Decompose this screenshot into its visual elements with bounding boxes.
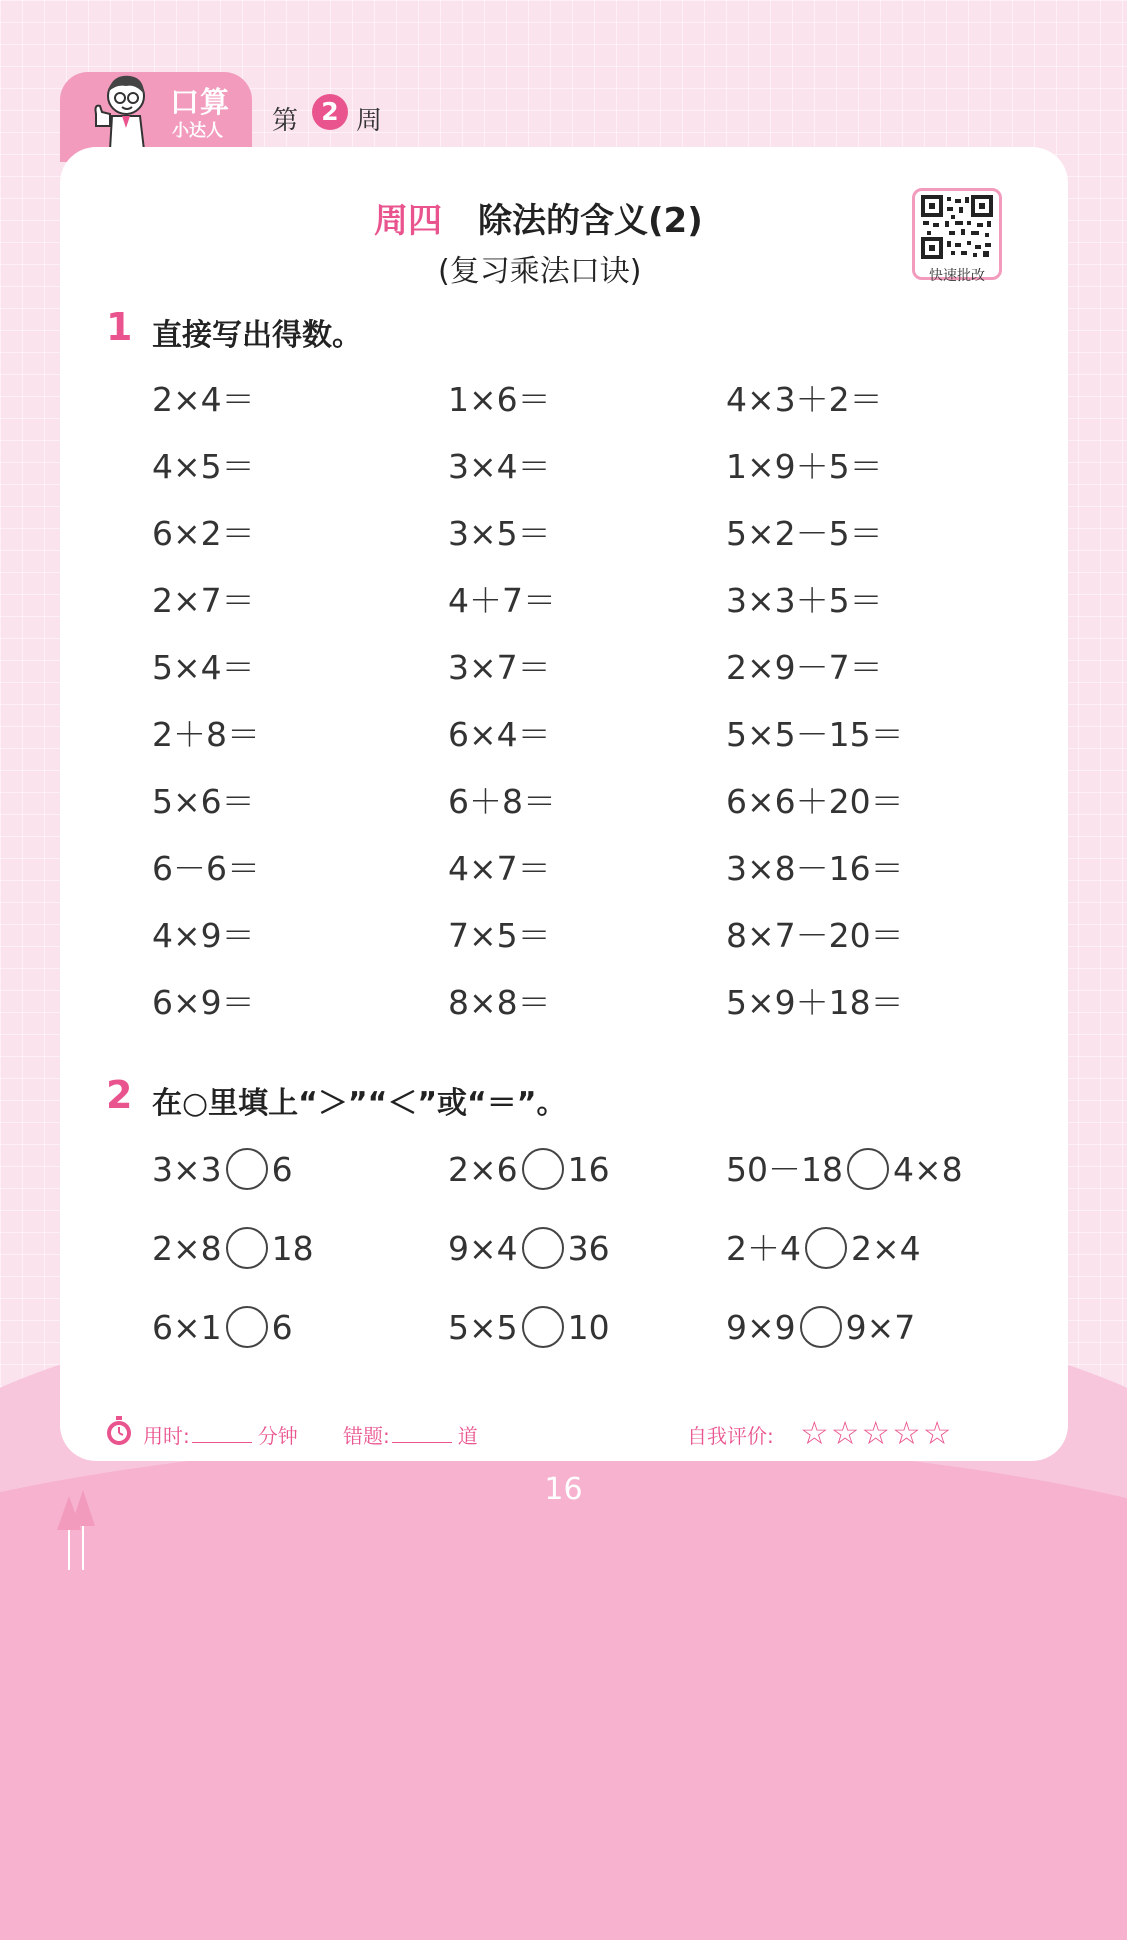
equation-item: 8×8＝	[448, 983, 551, 1022]
equation-item: 5×9＋18＝	[726, 983, 904, 1022]
page-title	[374, 193, 703, 242]
equation-item: 1×9＋5＝	[726, 447, 883, 486]
equation-item: 3×5＝	[448, 514, 551, 553]
section-1-instruction: 直接写出得数。	[152, 318, 362, 353]
equation-item: 6－6＝	[152, 849, 260, 888]
comparison-right: 18	[271, 1229, 314, 1268]
brand-title: 口算	[170, 85, 231, 119]
comparison-right: 6	[271, 1308, 293, 1347]
errors-unit: 道	[457, 1424, 478, 1448]
comparison-right: 16	[567, 1150, 610, 1189]
answer-circle[interactable]	[800, 1306, 842, 1348]
answer-circle[interactable]	[522, 1306, 564, 1348]
answer-circle[interactable]	[847, 1148, 889, 1190]
equation-item: 4×7＝	[448, 849, 551, 888]
answer-circle[interactable]	[226, 1306, 268, 1348]
equation-item: 5×2－5＝	[726, 514, 883, 553]
qr-label: 快速批改	[929, 268, 985, 284]
title-day: 周四	[374, 201, 442, 241]
answer-circle[interactable]	[805, 1227, 847, 1269]
section-2-instruction: 在○里填上“＞”“＜”或“＝”。	[152, 1086, 567, 1121]
comparison-left: 2×8	[152, 1229, 222, 1268]
time-unit: 分钟	[257, 1424, 298, 1448]
answer-circle[interactable]	[522, 1148, 564, 1190]
errors-label: 错题:	[343, 1424, 390, 1448]
mascot-icon	[82, 70, 162, 150]
equation-item: 5×5－15＝	[726, 715, 904, 754]
qr-pattern	[915, 191, 999, 261]
equation-item: 4＋7＝	[448, 581, 556, 620]
week-prefix: 第	[272, 106, 299, 136]
equation-item: 2×9－7＝	[726, 648, 883, 687]
comparison-item	[726, 1229, 921, 1269]
answer-circle[interactable]	[226, 1148, 268, 1190]
comparison-left: 6×1	[152, 1308, 222, 1347]
error-count	[343, 1420, 478, 1449]
time-used	[143, 1420, 298, 1449]
comparison-left: 50－18	[726, 1150, 843, 1189]
comparison-left: 3×3	[152, 1150, 222, 1189]
comparison-left: 2＋4	[726, 1229, 801, 1268]
equation-item: 6＋8＝	[448, 782, 556, 821]
section-1-number: 1	[106, 305, 133, 349]
equation-item: 6×2＝	[152, 514, 255, 553]
equation-item: 5×4＝	[152, 648, 255, 687]
comparison-item	[152, 1308, 293, 1348]
comparison-right: 4×8	[892, 1150, 963, 1189]
comparison-right: 6	[271, 1150, 293, 1189]
equation-item: 2×4＝	[152, 380, 255, 419]
comparison-item	[152, 1150, 293, 1190]
answer-circle[interactable]	[226, 1227, 268, 1269]
comparison-item	[448, 1150, 610, 1190]
equation-item: 4×3＋2＝	[726, 380, 883, 419]
comparison-left: 9×4	[448, 1229, 518, 1268]
comparison-right: 36	[567, 1229, 610, 1268]
comparison-left: 2×6	[448, 1150, 518, 1189]
comparison-left: 5×5	[448, 1308, 518, 1347]
week-suffix: 周	[356, 106, 383, 136]
comparison-item	[448, 1229, 610, 1269]
equation-item: 3×3＋5＝	[726, 581, 883, 620]
time-label: 用时:	[143, 1424, 190, 1448]
equation-item: 4×9＝	[152, 916, 255, 955]
rating-label: 自我评价:	[687, 1424, 774, 1448]
page-subtitle: (复习乘法口诀)	[438, 254, 642, 289]
equation-item: 6×6＋20＝	[726, 782, 904, 821]
equation-item: 5×6＝	[152, 782, 255, 821]
comparison-right: 9×7	[845, 1308, 916, 1347]
answer-circle[interactable]	[522, 1227, 564, 1269]
equation-item: 6×4＝	[448, 715, 551, 754]
equation-item: 1×6＝	[448, 380, 551, 419]
title-topic: 除法的含义(2)	[478, 201, 703, 241]
week-number-badge: 2	[312, 94, 348, 130]
equation-item: 6×9＝	[152, 983, 255, 1022]
equation-item: 8×7－20＝	[726, 916, 904, 955]
section-2-number: 2	[106, 1073, 133, 1117]
equation-item: 2＋8＝	[152, 715, 260, 754]
errors-blank[interactable]	[392, 1424, 452, 1443]
stopwatch-icon	[105, 1416, 133, 1446]
time-blank[interactable]	[192, 1424, 252, 1443]
equation-item: 7×5＝	[448, 916, 551, 955]
equation-item: 3×8－16＝	[726, 849, 904, 888]
comparison-item	[726, 1308, 915, 1348]
comparison-item	[726, 1150, 963, 1190]
comparison-item	[152, 1229, 314, 1269]
comparison-right: 10	[567, 1308, 610, 1347]
equation-item: 2×7＝	[152, 581, 255, 620]
comparison-item	[448, 1308, 610, 1348]
equation-item: 4×5＝	[152, 447, 255, 486]
comparison-right: 2×4	[851, 1229, 921, 1268]
brand-subtitle: 小达人	[172, 121, 223, 141]
background-hill-front	[0, 1440, 1127, 1940]
page-number: 16	[544, 1472, 583, 1507]
equation-item: 3×7＝	[448, 648, 551, 687]
equation-item: 3×4＝	[448, 447, 551, 486]
rating-stars[interactable]: ☆☆☆☆☆	[800, 1414, 954, 1452]
comparison-left: 9×9	[726, 1308, 796, 1347]
tree-decoration-icon	[55, 1490, 105, 1570]
